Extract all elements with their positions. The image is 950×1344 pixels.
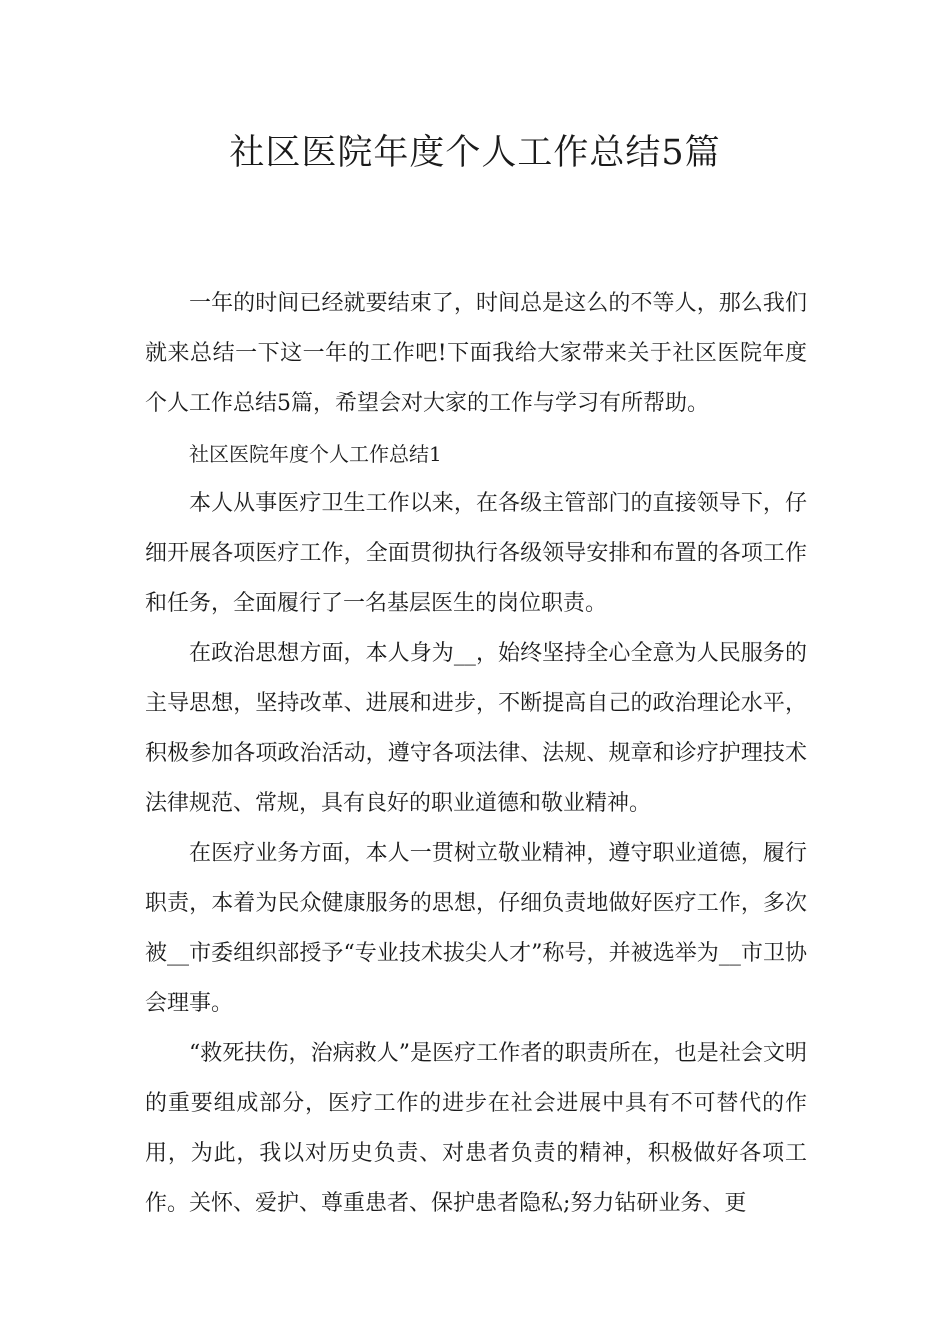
document-title: 社区医院年度个人工作总结5篇 bbox=[229, 133, 721, 173]
intro-paragraph: 一年的时间已经就要结束了，时间总是这么的不等人，那么我们就来总结一下这一年的工作吧!下面我给大家带来关于社区医院年度个人工作总结5篇，希望会对大家的工作与学习有所帮助。 bbox=[145, 291, 807, 416]
section-heading: 社区医院年度个人工作总结1 bbox=[189, 442, 442, 466]
document-body bbox=[145, 279, 807, 1229]
body-paragraph: “救死扶伤，治病救人”是医疗工作者的职责所在，也是社会文明的重要组成部分，医疗工作的进步在社会进展中具有不可替代的作用，为此，我以对历史负责、对患者负责的精神，积极做好各项工作。关怀、爱护、尊重患者、保护患者隐私;努力钻研业务、更 bbox=[145, 1041, 807, 1216]
body-paragraph: 在医疗业务方面，本人一贯树立敬业精神，遵守职业道德，履行职责，本着为民众健康服务的思想，仔细负责地做好医疗工作，多次被__市委组织部授予“专业技术拔尖人才”称号，并被选举为__市卫协会理事。 bbox=[145, 841, 807, 1016]
body-paragraph: 在政治思想方面，本人身为__，始终坚持全心全意为人民服务的主导思想，坚持改革、进展和进步，不断提高自己的政治理论水平，积极参加各项政治活动，遵守各项法律、法规、规章和诊疗护理技术法律规范、常规，具有良好的职业道德和敬业精神。 bbox=[145, 641, 807, 816]
body-paragraph: 本人从事医疗卫生工作以来，在各级主管部门的直接领导下，仔细开展各项医疗工作，全面贯彻执行各级领导安排和布置的各项工作和任务，全面履行了一名基层医生的岗位职责。 bbox=[145, 491, 807, 616]
